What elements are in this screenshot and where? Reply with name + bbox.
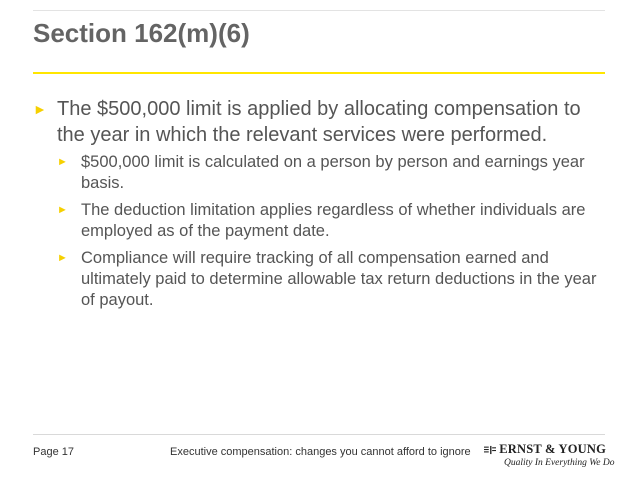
sub-bullet-arrow-icon: ►	[57, 252, 68, 264]
footer-caption: Executive compensation: changes you cannot afford to ignore	[170, 446, 471, 458]
sub-bullet-arrow-icon: ►	[57, 156, 68, 168]
sub-bullet-2	[33, 200, 613, 242]
bullet-main-text: The $500,000 limit is applied by allocating compensation to the year in which the relevant services were performed.	[57, 98, 581, 146]
sub-bullet-arrow-icon: ►	[57, 204, 68, 216]
title-underline	[33, 72, 605, 74]
bullet-main	[33, 96, 613, 148]
page-number: Page 17	[33, 446, 74, 458]
sub-bullet-list	[33, 152, 613, 311]
ernst-young-logo-mark-icon	[484, 444, 496, 456]
slide-content	[33, 96, 613, 317]
logo-tagline: Quality In Everything We Do	[504, 458, 615, 468]
sub-bullet-text: The deduction limitation applies regardless of whether individuals are employed as of the payment date.	[81, 201, 586, 240]
slide-title: Section 162(m)(6)	[33, 18, 250, 48]
sub-bullet-1	[33, 152, 613, 194]
sub-bullet-3	[33, 248, 613, 311]
logo-name: ERNST & YOUNG	[499, 442, 606, 456]
footer-rule	[33, 434, 605, 435]
bullet-arrow-icon: ►	[33, 101, 47, 117]
ernst-young-logo	[484, 442, 615, 472]
sub-bullet-text: $500,000 limit is calculated on a person by person and earnings year basis.	[81, 153, 585, 192]
sub-bullet-text: Compliance will require tracking of all compensation earned and ultimately paid to determine allowable tax return deductions in the year of payout.	[81, 249, 597, 309]
top-rule	[33, 10, 605, 11]
